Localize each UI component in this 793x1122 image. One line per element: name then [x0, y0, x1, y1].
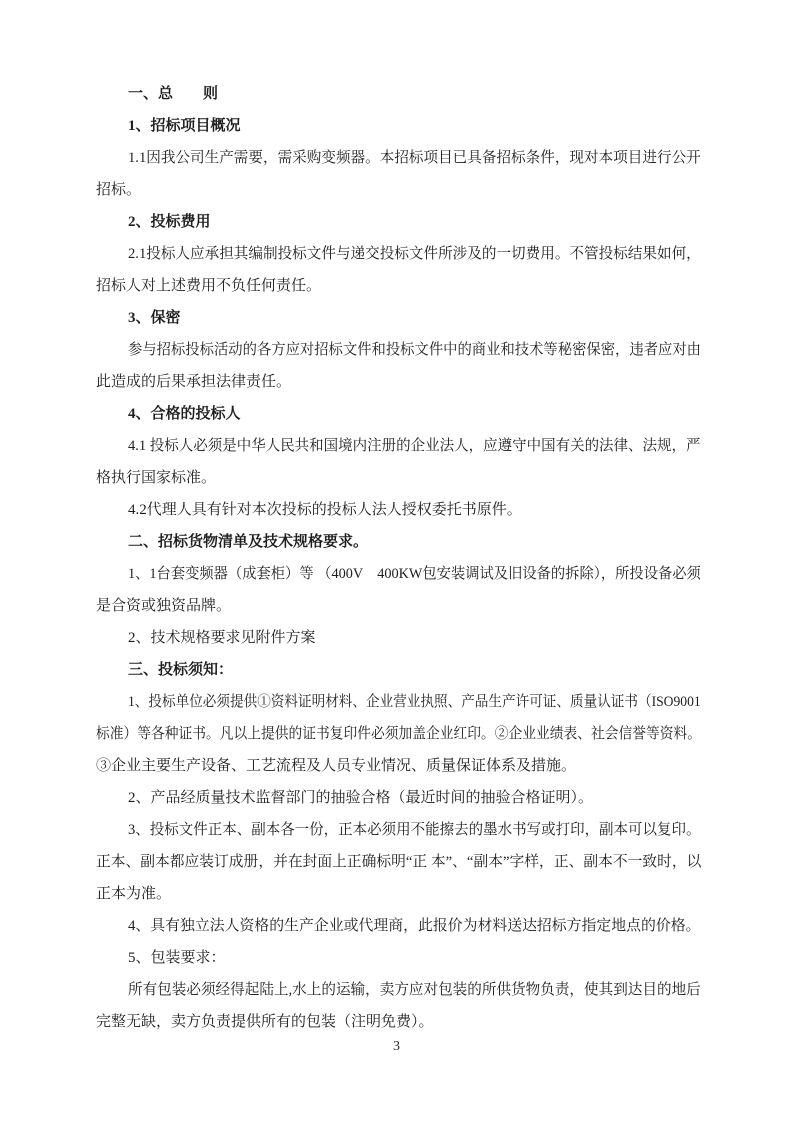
text-line-content: 所有包装必须经得起陆上,水上的运输，卖方应对包装的所供货物负责，使其到达目的地后	[128, 982, 701, 998]
text-line-content: 1、招标项目概况	[128, 118, 241, 134]
text-line	[96, 782, 701, 814]
text-line-content: 4.1 投标人必须是中华人民共和国境内注册的企业法人，应遵守中国有关的法律、法规，严	[128, 438, 701, 454]
text-line	[96, 78, 701, 110]
text-line-content: 1.1因我公司生产需要，需采购变频器。本招标项目已具备招标条件，现对本项目进行公开	[128, 150, 701, 166]
text-line-content: 2、产品经质量技术监督部门的抽验合格（最近时间的抽验合格证明）。	[128, 790, 594, 806]
text-line-content: 此造成的后果承担法律责任。	[96, 374, 292, 390]
text-line-content: 3、保密	[128, 310, 181, 326]
text-line	[96, 942, 701, 974]
text-line	[96, 974, 701, 1006]
text-line	[96, 270, 701, 302]
text-line-content: 4、具有独立法人资格的生产企业或代理商，此报价为材料送达招标方指定地点的价格。	[128, 918, 701, 934]
text-line	[96, 430, 701, 462]
page-number: 3	[393, 1039, 400, 1054]
text-line-content: 是合资或独资品牌。	[96, 598, 232, 614]
text-line	[96, 238, 701, 270]
text-line	[96, 334, 701, 366]
text-line	[96, 846, 701, 878]
text-line	[96, 462, 701, 494]
text-line	[96, 206, 701, 238]
text-line	[96, 526, 701, 558]
text-line	[96, 398, 701, 430]
text-line	[96, 878, 701, 910]
text-line	[96, 686, 701, 718]
text-line	[96, 142, 701, 174]
text-line-content: 参与招标投标活动的各方应对招标文件和投标文件中的商业和技术等秘密保密，违者应对由	[128, 342, 702, 358]
text-line-content: 一、总 则	[128, 86, 219, 102]
text-line-content: 标准）等各种证书。凡以上提供的证书复印件必须加盖企业红印。②企业业绩表、社会信誉等资料。	[96, 726, 702, 742]
text-line-content: 三、投标须知：	[128, 662, 234, 678]
text-line-content: 2、投标费用	[128, 214, 211, 230]
text-line	[96, 718, 701, 750]
text-line-content: 二、招标货物清单及技术规格要求。	[128, 534, 369, 550]
text-line	[96, 622, 701, 654]
text-line-content: 1、1台套变频器（成套柜）等 （400V 400KW包安装调试及旧设备的拆除），所投设备必须	[128, 566, 701, 582]
text-line-content: 招标。	[96, 182, 142, 198]
text-line	[96, 558, 701, 590]
text-line	[96, 1006, 701, 1038]
text-line-content: 招标人对上述费用不负任何责任。	[96, 278, 322, 294]
text-line	[96, 302, 701, 334]
text-line-content: 4、合格的投标人	[128, 406, 241, 422]
text-line	[96, 590, 701, 622]
text-line-content: ③企业主要生产设备、工艺流程及人员专业情况、质量保证体系及措施。	[96, 758, 577, 774]
text-line	[96, 110, 701, 142]
text-line-content: 4.2代理人具有针对本次投标的投标人法人授权委托书原件。	[128, 502, 522, 518]
text-line	[96, 750, 701, 782]
text-line	[96, 910, 701, 942]
text-line-content: 完整无缺，卖方负责提供所有的包装（注明免费）。	[96, 1014, 434, 1030]
text-line-content: 3、投标文件正本、副本各一份，正本必须用不能擦去的墨水书写或打印，副本可以复印。	[128, 822, 701, 838]
text-line-content: 2.1投标人应承担其编制投标文件与递交投标文件所涉及的一切费用。不管投标结果如何，	[128, 246, 701, 262]
text-line	[96, 654, 701, 686]
text-line-content: 1、投标单位必须提供①资料证明材料、企业营业执照、产品生产许可证、质量认证书（ISO9001	[128, 694, 701, 710]
document-body	[96, 78, 701, 1038]
text-line	[96, 366, 701, 398]
text-line-content: 格执行国家标准。	[96, 470, 217, 486]
text-line-content: 正本、副本都应装订成册，并在封面上正确标明“正 本”、“副本”字样，正、副本不一致时，以	[96, 854, 702, 870]
text-line-content: 5、包装要求：	[128, 950, 226, 966]
text-line	[96, 814, 701, 846]
text-line-content: 2、技术规格要求见附件方案	[128, 630, 316, 646]
text-line	[96, 494, 701, 526]
text-line	[96, 174, 701, 206]
text-line-content: 正本为准。	[96, 886, 172, 902]
